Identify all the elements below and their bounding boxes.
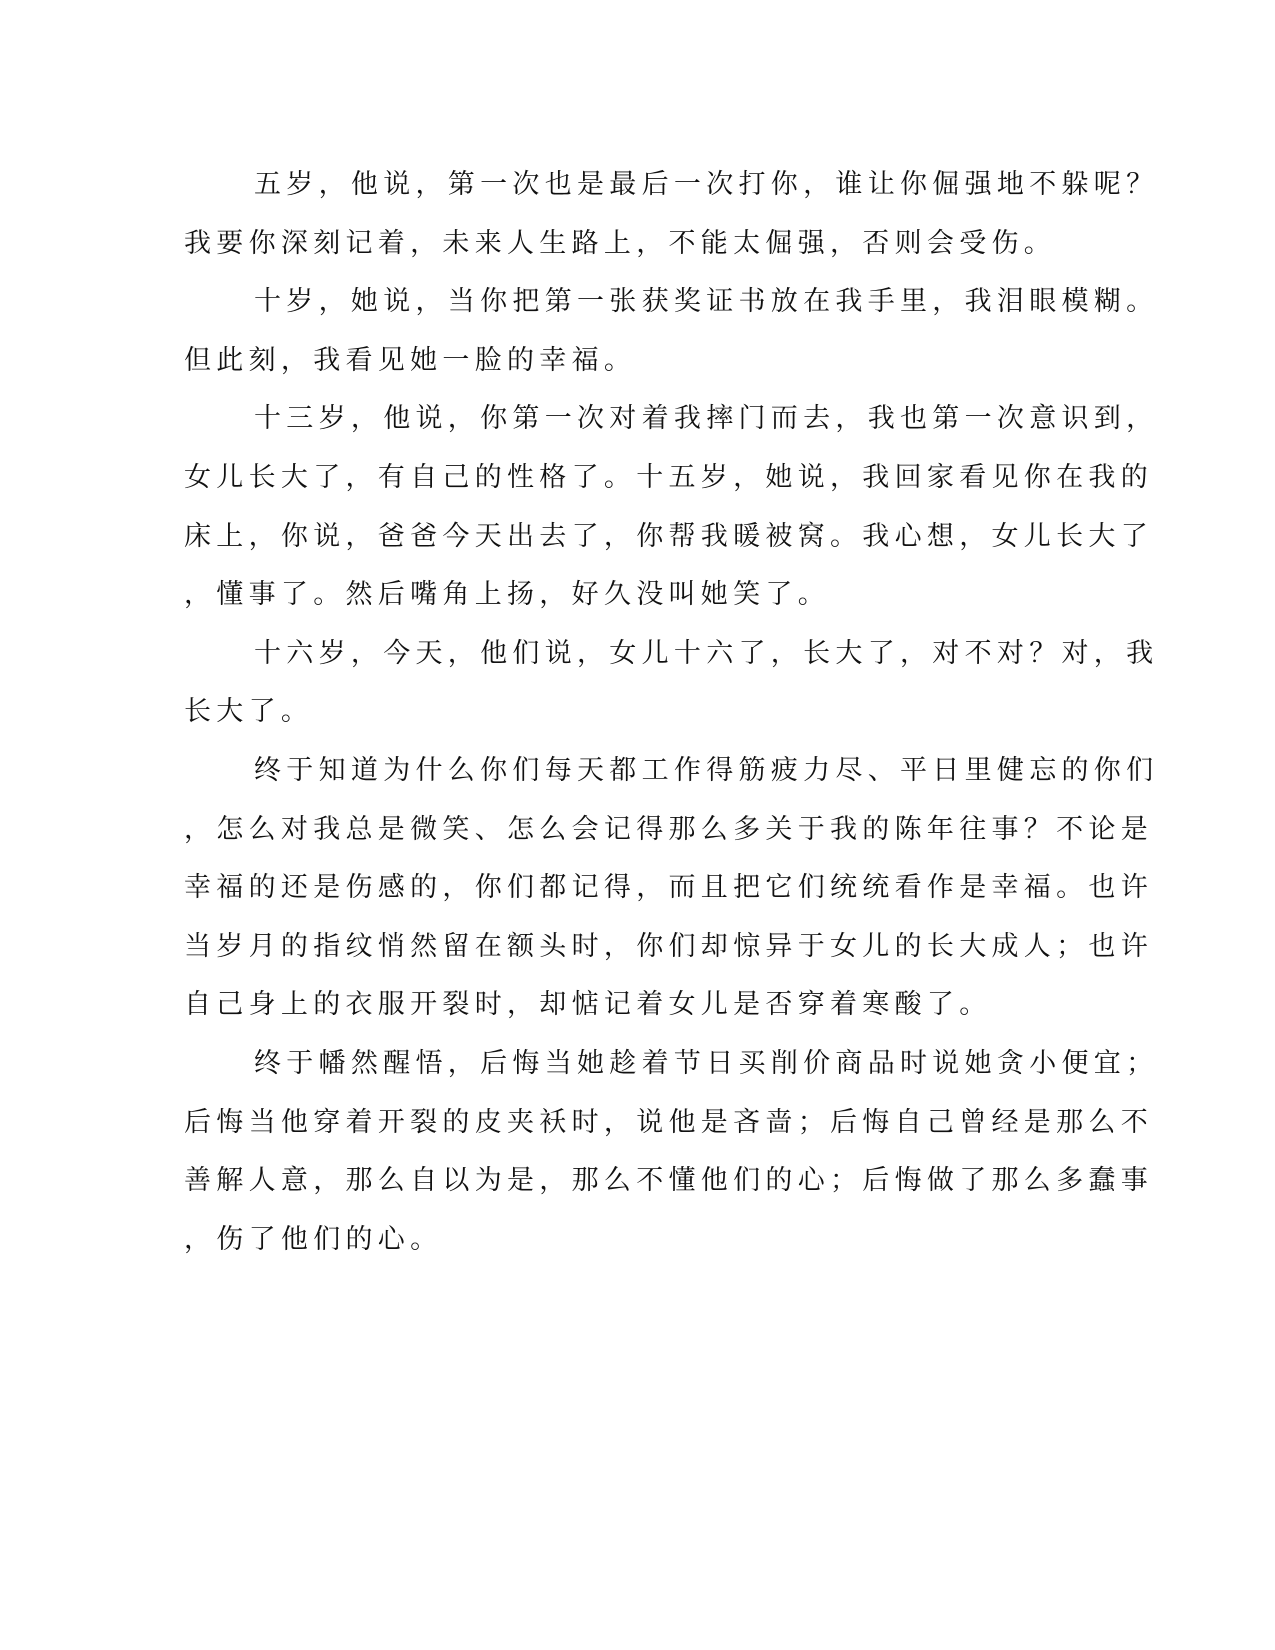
- text-line: 女儿长大了，有自己的性格了。十五岁，她说，我回家看见你在我的: [184, 461, 1153, 493]
- text-line: 幸福的还是伤感的，你们都记得，而且把它们统统看作是幸福。也许: [184, 872, 1153, 904]
- text-line: ，懂事了。然后嘴角上扬，好久没叫她笑了。: [184, 579, 830, 611]
- text-line: 终于知道为什么你们每天都工作得筋疲力尽、平日里健忘的你们: [254, 754, 1159, 786]
- text-line: 终于幡然醒悟，后悔当她趁着节日买削价商品时说她贪小便宜；: [254, 1047, 1159, 1079]
- text-line: 善解人意，那么自以为是，那么不懂他们的心；后悔做了那么多蠢事: [184, 1165, 1153, 1197]
- text-line: 后悔当他穿着开裂的皮夹袄时，说他是吝啬；后悔自己曾经是那么不: [184, 1106, 1153, 1138]
- text-line: ，怎么对我总是微笑、怎么会记得那么多关于我的陈年往事？不论是: [184, 813, 1153, 845]
- text-line: 我要你深刻记着，未来人生路上，不能太倔强，否则会受伤。: [184, 227, 1057, 259]
- text-line: 长大了。: [184, 696, 314, 728]
- text-line: 五岁，他说，第一次也是最后一次打你，谁让你倔强地不躲呢？: [254, 169, 1159, 200]
- text-line: ，伤了他们的心。: [184, 1223, 443, 1255]
- text-line: 自己身上的衣服开裂时，却惦记着女儿是否穿着寒酸了。: [184, 989, 992, 1021]
- text-line: 十六岁，今天，他们说，女儿十六了，长大了，对不对？对，我: [254, 637, 1159, 669]
- text-line: 但此刻，我看见她一脸的幸福。: [184, 344, 637, 376]
- document-body: [184, 156, 1159, 1269]
- text-line: 十三岁，他说，你第一次对着我摔门而去，我也第一次意识到，: [254, 403, 1159, 435]
- text-line: 当岁月的指纹悄然留在额头时，你们却惊异于女儿的长大成人；也许: [184, 930, 1153, 962]
- text-line: 十岁，她说，当你把第一张获奖证书放在我手里，我泪眼模糊。: [254, 286, 1159, 318]
- text-line: 床上，你说，爸爸今天出去了，你帮我暖被窝。我心想，女儿长大了: [184, 520, 1153, 552]
